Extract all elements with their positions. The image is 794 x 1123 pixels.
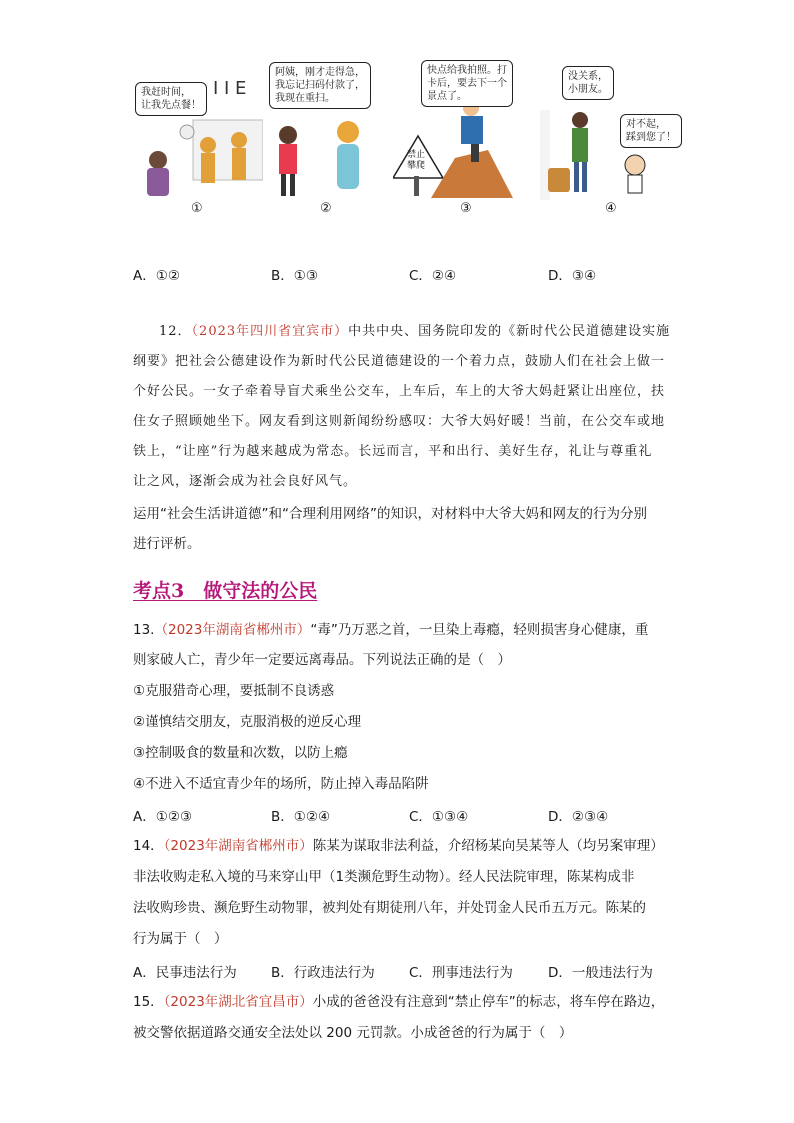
stem-text: 则家破人亡，青少年一定要远离毒品。下列说法正确的是（ ） [133,652,511,668]
panel-caption: ④ [605,201,617,216]
bubble-line: 我忘记扫码付款了， [275,80,365,91]
option-b: B．行政违法行为 [271,965,375,981]
question-source: （2023年四川省宜宾市） [191,324,349,339]
bubble-line: 让我先点餐！ [141,100,201,111]
bubble-line: 小朋友。 [568,84,608,95]
statement-item: ①克服猎奇心理，要抵制不良诱惑 [133,683,335,699]
bubble-line: 卡后，要去下一个 [427,78,507,89]
stem-text: 小成的爸爸没有注意到“禁止停车”的标志，将车停在路边， [312,994,665,1010]
question-number: 13. [133,622,155,638]
material-text: 纲要》把社会公德建设作为新时代公民道德建设的一个着力点，鼓励人们在社会上做一 [133,354,666,369]
material-text: 个好公民。一女子牵着导盲犬乘坐公交车，上车后，车上的大爷大妈赶紧让出座位，扶 [133,384,666,399]
comic-panel-4 [540,60,680,200]
option-d: D．②③④ [548,809,609,825]
option-c: C．①③④ [409,809,469,825]
material-text: 中共中央、国务院印发的《新时代公民道德建设实施 [348,324,671,339]
svg-text:I I E: I I E [213,78,247,99]
restaurant-scene-illustration [133,60,263,200]
stem-text: 陈某为谋取非法利益，介绍杨某向吴某等人（均另案审理） [312,838,664,854]
option-d: D．一般违法行为 [548,965,653,981]
question-prompt: 运用“社会生活讲道德”和“合理利用网络”的知识，对材料中大爷大妈和网友的行为分别 [133,506,647,522]
question-12-line [159,322,670,342]
option-b: B．①②④ [271,809,331,825]
speech-bubble [135,82,207,116]
question-13-stem [133,620,648,640]
section-title: 考点3 做守法的公民 [133,580,318,602]
bubble-line: 我现在重扫。 [275,93,335,104]
stem-text: “毒”乃万恶之首，一旦染上毒瘾，轻则损害身心健康，重 [310,622,649,638]
statement-item: ④不进入不适宜青少年的场所，防止掉入毒品陷阱 [133,776,429,792]
bubble-line: 我赶时间， [141,87,191,98]
sign-text: 攀爬 [407,161,426,171]
option-d: D．③④ [548,268,597,284]
no-climbing-sign [407,150,425,172]
option-a: A．①②③ [133,809,193,825]
bubble-line: 没关系， [568,71,608,82]
option-a: A．民事违法行为 [133,965,237,981]
speech-bubble [562,66,614,100]
sign-text: 禁止 [407,150,426,160]
question-14-stem [133,836,664,856]
speech-bubble [620,114,682,148]
bubble-line: 景点了。 [427,91,467,102]
bubble-line: 阿姨，刚才走得急， [275,67,365,78]
speech-bubble [421,60,513,107]
option-b: B．①③ [271,268,318,284]
question-number: 14． [133,838,164,854]
panel-caption: ③ [460,201,472,216]
question-number: 15． [133,994,164,1010]
speech-bubble [269,62,371,109]
question-source: （2023年湖北省宜昌市） [163,994,313,1010]
comic-panel-3 [393,58,533,200]
stem-text: 被交警依据道路交通安全法处以 200 元罚款。小成爸爸的行为属于（ ） [133,1025,573,1041]
statement-item: ②谨慎结交朋友，克服消极的逆反心理 [133,714,362,730]
bubble-line: 对不起， [626,119,666,130]
comic-panel-1 [133,60,263,200]
comic-panel-2 [263,60,383,200]
stem-text: 非法收购走私入境的马来穿山甲（1类濒危野生动物）。经人民法院审理，陈某构成非 [133,869,635,885]
option-c: C．②④ [409,268,457,284]
bubble-line: 踩到您了！ [626,132,676,143]
statement-item: ③控制吸食的数量和次数，以防上瘾 [133,745,348,761]
panel-caption: ② [320,201,332,216]
option-a: A．①② [133,268,180,284]
question-prompt: 进行评析。 [133,536,201,552]
material-text: 住女子照顾她坐下。网友看到这则新闻纷纷感叹：大爷大妈好暖！当前，在公交车或地 [133,414,666,429]
material-text: 铁上，“让座”行为越来越成为常态。长远而言，平和出行、美好生存，礼让与尊重礼 [133,444,653,459]
stem-text: 法收购珍贵、濒危野生动物罪，被判处有期徒刑八年，并处罚金人民币五万元。陈某的 [133,900,646,916]
question-number: 12． [159,324,192,339]
question-15-stem [133,992,664,1012]
question-source: （2023年湖南省郴州市） [154,622,311,638]
question-source: （2023年湖南省郴州市） [163,838,313,854]
panel-caption: ① [191,201,203,216]
stem-text: 行为属于（ ） [133,931,228,947]
option-c: C．刑事违法行为 [409,965,513,981]
bubble-line: 快点给我拍照。打 [427,65,507,76]
material-text: 让之风，逐渐会成为社会良好风气。 [133,474,358,489]
